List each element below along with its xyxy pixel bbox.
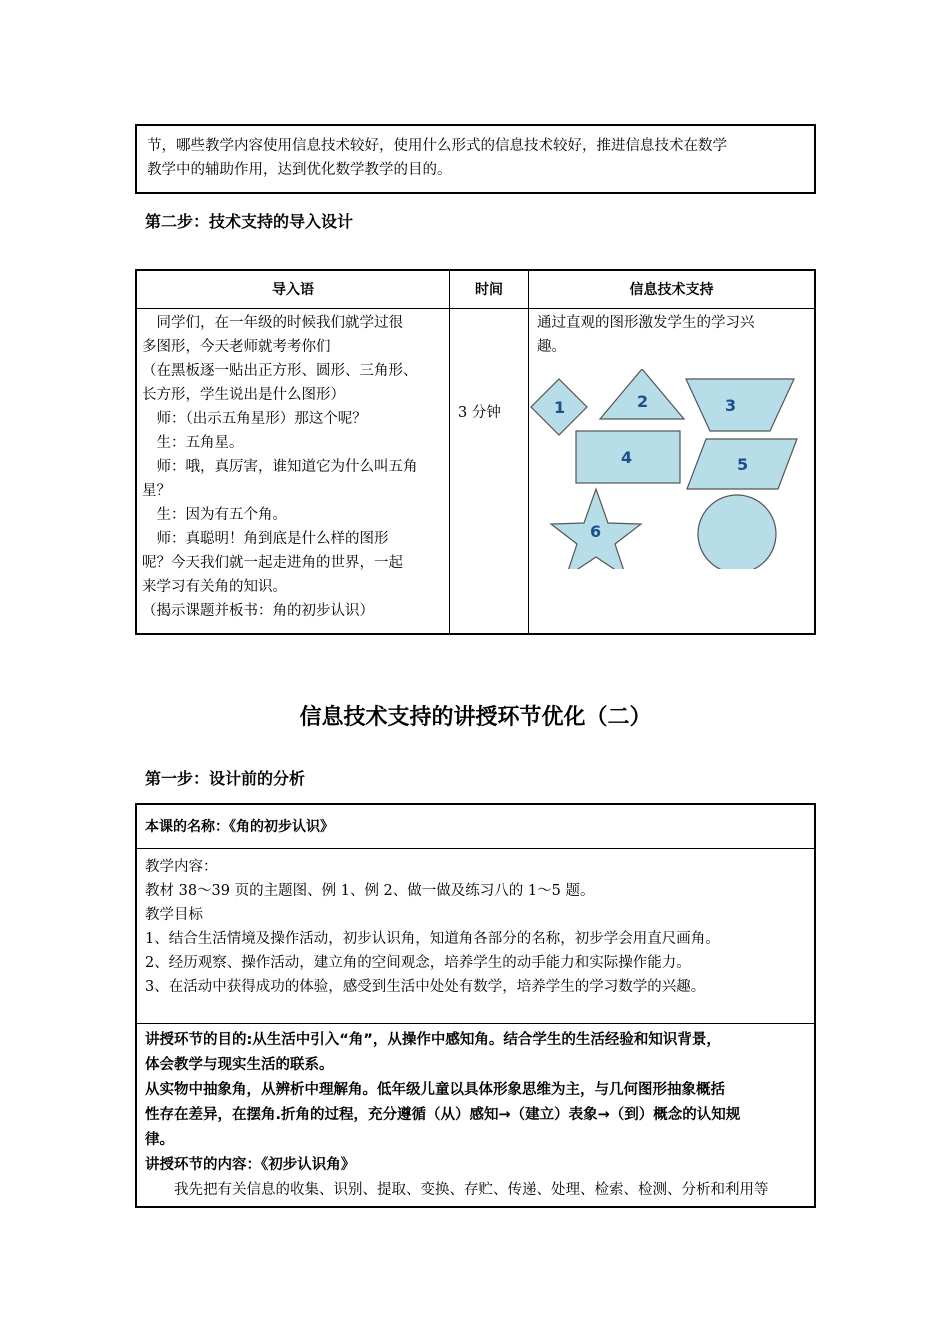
intro-line: 师：真聪明！角到底是什么样的图形 [142, 530, 389, 547]
tech-cell [529, 308, 816, 634]
shape-label: 5 [737, 454, 749, 474]
shape-label: 4 [621, 447, 633, 467]
tech-line: 通过直观的图形激发学生的学习兴 [537, 314, 755, 331]
step1-heading: 第一步：设计前的分析 [145, 769, 306, 788]
content-line: 教材 38～39 页的主题图、例 1、例 2、做一做及练习八的 1～5 题。 [145, 882, 595, 899]
content-line: 教学目标 [145, 906, 203, 923]
top-text-line: 教学中的辅助作用，达到优化数学教学的目的。 [147, 162, 452, 178]
shape-label: 2 [637, 391, 649, 411]
intro-design-table [135, 269, 816, 635]
purpose-line: 体会教学与现实生活的联系。 [145, 1056, 334, 1073]
purpose-line: 讲授环节的内容：《初步认识角》 [145, 1156, 356, 1173]
analysis-table [135, 803, 816, 1208]
shape-label: 3 [725, 395, 737, 415]
shape-label: 6 [590, 521, 602, 541]
top-text-box [135, 124, 816, 194]
intro-line: 星？ [142, 482, 171, 499]
purpose-line: 性存在差异，在摆角.折角的过程，充分遵循（从）感知→（建立）表象→（到）概念的认知规 [145, 1106, 741, 1123]
intro-line: 师：哦，真厉害，谁知道它为什么叫五角 [142, 458, 418, 475]
content-cell [136, 848, 815, 1023]
content-line: 3、在活动中获得成功的体验，感受到生活中处处有数学，培养学生的学习数学的兴趣。 [145, 978, 706, 995]
content-line: 1、结合生活情境及操作活动，初步认识角，知道角各部分的名称，初步学会用直尺画角。 [145, 930, 720, 947]
purpose-cell [136, 1023, 815, 1207]
time-cell [450, 308, 529, 634]
top-text-line: 节，哪些教学内容使用信息技术较好，使用什么形式的信息技术较好，推进信息技术在数学 [147, 138, 727, 154]
time-value: 3 分钟 [458, 404, 501, 421]
header-intro: 导入语 [136, 270, 450, 308]
intro-line: 多图形，今天老师就考考你们 [142, 338, 331, 355]
course-name: 本课的名称：《角的初步认识》 [145, 819, 334, 836]
top-text [147, 134, 727, 182]
trapezoid-shape [686, 379, 794, 431]
step2-heading: 第二步：技术支持的导入设计 [145, 212, 354, 231]
intro-line: 来学习有关角的知识。 [142, 578, 287, 595]
shapes-illustration [529, 369, 819, 569]
purpose-line: 律。 [145, 1131, 174, 1148]
content-line: 2、经历观察、操作活动，建立角的空间观念，培养学生的动手能力和实际操作能力。 [145, 954, 691, 971]
intro-line: （揭示课题并板书：角的初步认识） [142, 602, 374, 619]
circle-shape [698, 495, 776, 569]
intro-cell [136, 308, 450, 634]
section-title: 信息技术支持的讲授环节优化（二） [299, 705, 652, 730]
tech-line: 趣。 [537, 338, 566, 355]
intro-line: 呢？今天我们就一起走进角的世界，一起 [142, 554, 403, 571]
header-time: 时间 [450, 270, 529, 308]
content-line: 教学内容： [145, 858, 218, 875]
intro-line: 生：五角星。 [142, 434, 244, 451]
intro-line: 长方形，学生说出是什么图形） [142, 386, 345, 403]
purpose-line: 从实物中抽象角，从辨析中理解角。低年级儿童以具体形象思维为主，与几何图形抽象概括 [145, 1081, 725, 1098]
intro-line: 师：（出示五角星形）那这个呢？ [142, 410, 367, 427]
intro-line: （在黑板逐一贴出正方形、圆形、三角形、 [142, 362, 418, 379]
header-tech: 信息技术支持 [529, 270, 816, 308]
course-name-cell [136, 804, 815, 848]
purpose-line: 讲授环节的目的:从生活中引入“角”，从操作中感知角。结合学生的生活经验和知识背景， [145, 1031, 721, 1048]
shape-label: 1 [554, 397, 566, 417]
purpose-body-line: 我先把有关信息的收集、识别、提取、变换、存贮、传递、处理、检索、检测、分析和利用等 [145, 1181, 769, 1198]
intro-line: 生：因为有五个角。 [142, 506, 287, 523]
intro-line: 同学们，在一年级的时候我们就学过很 [142, 314, 403, 331]
